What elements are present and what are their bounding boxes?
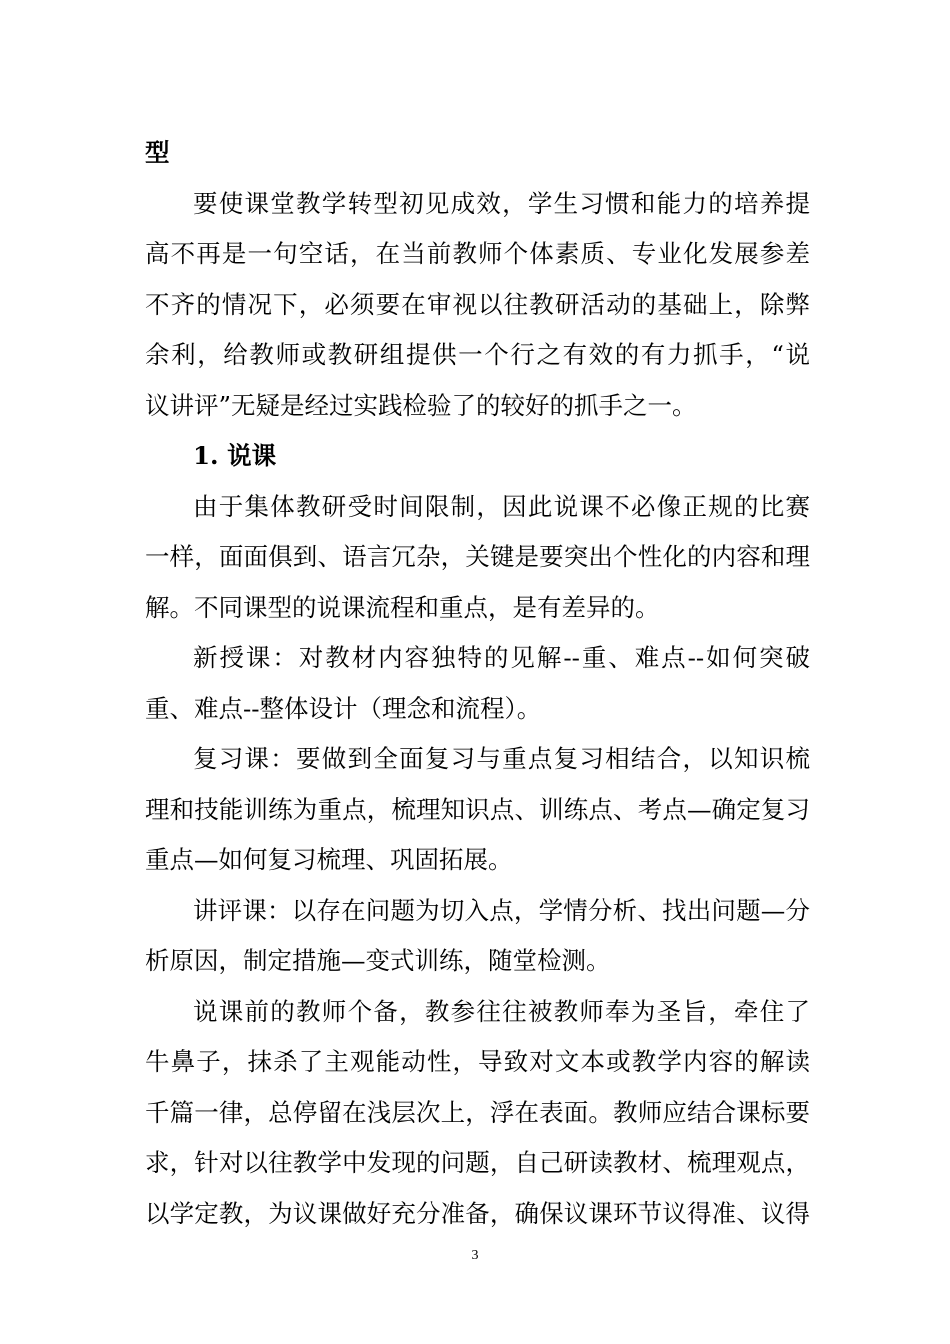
text-line: 不齐的情况下，必须要在审视以往教研活动的基础上，除弊	[145, 289, 810, 319]
text-line: 讲评课：以存在问题为切入点，学情分析、找出问题—分	[193, 895, 810, 925]
text-line: 求，针对以往教学中发现的问题，自己研读教材、梳理观点，	[145, 1148, 810, 1177]
paragraph-6	[145, 987, 810, 1240]
text-line: 重点—如何复习梳理、巩固拓展。	[145, 845, 513, 874]
paragraph-2	[145, 482, 810, 634]
text-line: 新授课：对教材内容独特的见解--重、难点--如何突破	[193, 643, 810, 672]
text-line: 解。不同课型的说课流程和重点，是有差异的。	[145, 592, 660, 622]
text-line: 析原因，制定措施—变式训练，随堂检测。	[145, 946, 611, 975]
document-body	[145, 128, 810, 1239]
section-title-shuoke: 1. 说课	[193, 441, 277, 470]
text-line: 重、难点--整体设计（理念和流程）。	[145, 693, 542, 723]
text-line: 以学定教，为议课做好充分准备，确保议课环节议得准、议得	[145, 1198, 810, 1228]
text-line: 高不再是一句空话，在当前教师个体素质、专业化发展参差	[145, 239, 810, 268]
heading-fragment: 型	[145, 138, 170, 167]
text-line: 理和技能训练为重点，梳理知识点、训练点、考点—确定复习	[145, 794, 810, 824]
text-line: 要使课堂教学转型初见成效，学生习惯和能力的培养提	[193, 188, 810, 218]
paragraph-comment-lesson	[145, 886, 810, 987]
text-line: 说课前的教师个备，教参往往被教师奉为圣旨，牵住了	[193, 996, 810, 1026]
paragraph-review-lesson	[145, 734, 810, 886]
paragraph-1	[145, 179, 810, 432]
text-line: 复习课：要做到全面复习与重点复习相结合，以知识梳	[193, 744, 810, 773]
text-line: 千篇一律，总停留在浅层次上，浮在表面。教师应结合课标要	[145, 1097, 810, 1127]
paragraph-new-lesson	[145, 633, 810, 734]
text-line: 议讲评”无疑是经过实践检验了的较好的抓手之一。	[145, 390, 697, 420]
page-number: 3	[471, 1248, 479, 1263]
text-line: 余利，给教师或教研组提供一个行之有效的有力抓手，“说	[145, 340, 810, 369]
text-line: 由于集体教研受时间限制，因此说课不必像正规的比赛	[193, 491, 810, 521]
text-line: 牛鼻子，抹杀了主观能动性，导致对文本或教学内容的解读	[145, 1047, 810, 1076]
text-line: 一样，面面俱到、语言冗杂，关键是要突出个性化的内容和理	[145, 542, 810, 571]
